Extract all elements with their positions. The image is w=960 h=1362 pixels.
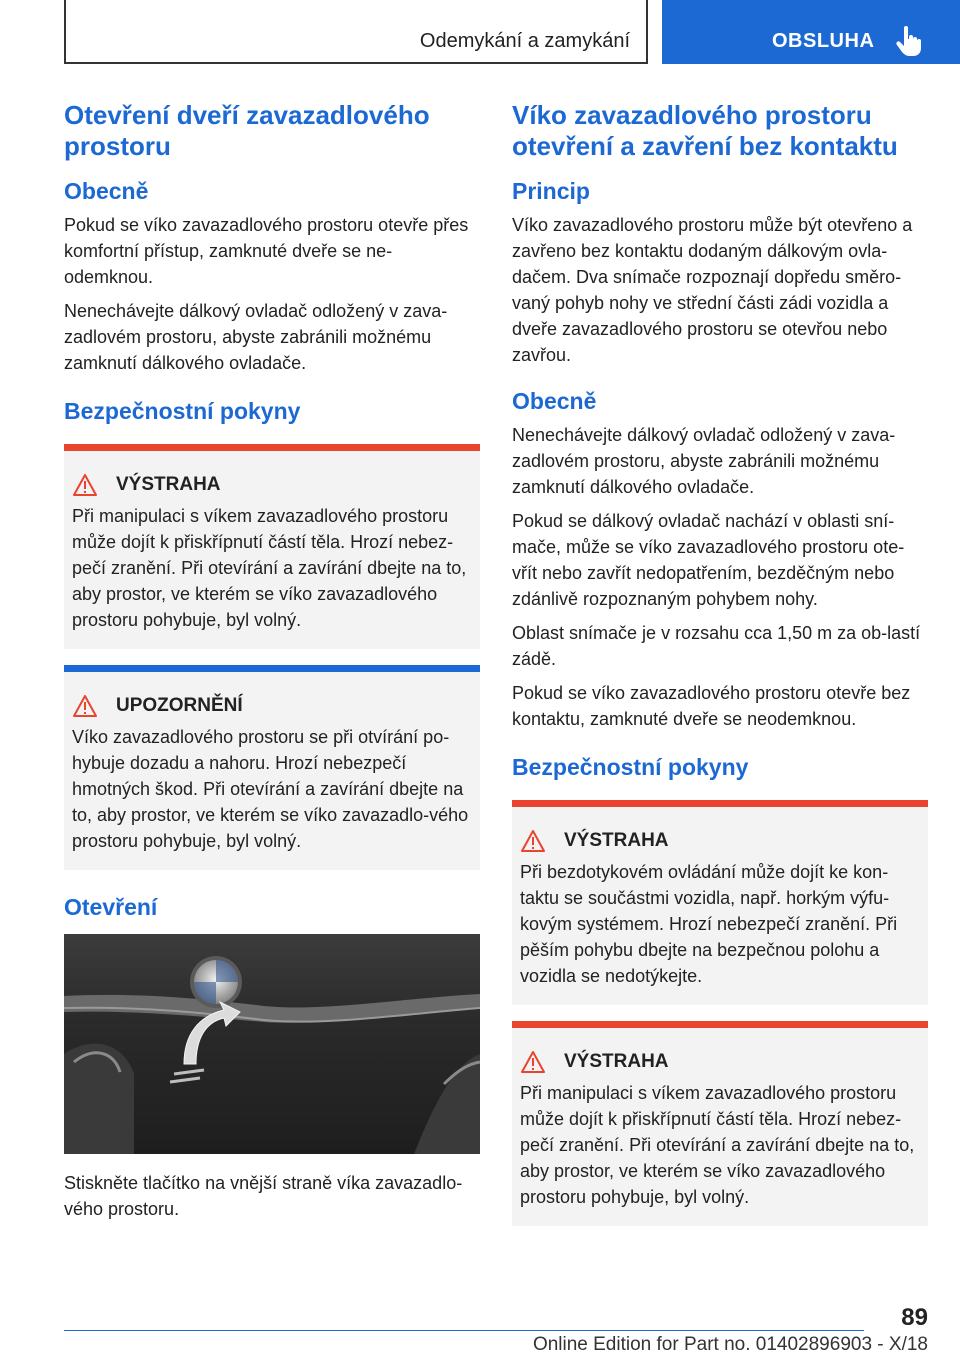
page-number: 89 bbox=[901, 1304, 928, 1331]
left-general-paragraph-1: Pokud se víko zavazadlového prostoru otevře přes komfortní přístup, zamknuté dveře se ne-odemknou. bbox=[64, 215, 469, 287]
left-main-heading: Otevření dveří zavazadlového prostoru bbox=[64, 100, 430, 161]
pointing-hand-icon bbox=[896, 26, 922, 56]
open-heading: Otevření bbox=[64, 894, 158, 920]
left-column bbox=[64, 100, 480, 1230]
warning-text: Při manipulaci s víkem zavazadlového prostoru může dojít k přiskřípnutí částí těla. Hrozí nebez-pečí zranění. Při otevírání a zavírání dbejte na to, aby prostor, ve kterém se víko zavazadlového prostoru pohybuje, byl volný. bbox=[72, 506, 467, 630]
right-general-heading: Obecně bbox=[512, 388, 597, 414]
right-column bbox=[512, 100, 928, 1242]
left-general-paragraph-2: Nenechávejte dálkový ovladač odložený v zava-zadlovém prostoru, abyste zabránili možnému zamknutí dálkového ovladače. bbox=[64, 301, 448, 373]
notice-text: Víko zavazadlového prostoru se při otvírání po-hybuje dozadu a nahoru. Hrozí nebezpečí hmotných škod. Při otevírání a zavírání dbejte na to, aby prostor, ve kterém se víko zavazadlo-vého prostoru pohybuje, byl volný. bbox=[72, 727, 469, 851]
section-tab-label: OBSLUHA bbox=[772, 30, 875, 52]
warning-1-text: Při bezdotykovém ovládání může dojít ke kon-taktu se součástmi vozidla, např. horkým výfu-kovým systémem. Hrozí nebezpečí zranění. Při pěším pohybu dbejte na bezpečnou polohu a vozidla se nedotýkejte. bbox=[520, 862, 898, 986]
warning-triangle-icon bbox=[520, 829, 546, 853]
warning-2-text: Při manipulaci s víkem zavazadlového prostoru může dojít k přiskřípnutí částí těla. Hrozí nebez-pečí zranění. Při otevírání a zavírání dbejte na to, aby prostor, ve kterém se víko zavazadlového prostoru pohybuje, byl volný. bbox=[520, 1083, 915, 1207]
right-general-paragraph-3: Oblast snímače je v rozsahu cca 1,50 m za ob-lastí zádě. bbox=[512, 623, 921, 669]
warning-triangle-icon bbox=[520, 1050, 546, 1074]
notice-title: UPOZORNĚNÍ bbox=[116, 695, 243, 716]
edition-note: Online Edition for Part no. 01402896903 - X/18 bbox=[532, 1334, 928, 1355]
right-general-paragraph-1: Nenechávejte dálkový ovladač odložený v zava-zadlovém prostoru, abyste zabránili možnému zamknutí dálkového ovladače. bbox=[512, 425, 896, 497]
notice-triangle-icon bbox=[72, 694, 98, 718]
warning-box-2 bbox=[512, 1021, 928, 1226]
header-frame bbox=[64, 0, 648, 64]
warning-box bbox=[64, 444, 480, 649]
warning-1-title: VÝSTRAHA bbox=[564, 830, 669, 851]
notice-box bbox=[64, 665, 480, 870]
warning-title: VÝSTRAHA bbox=[116, 474, 221, 495]
left-general-heading: Obecně bbox=[64, 178, 149, 204]
warning-triangle-icon bbox=[72, 473, 98, 497]
trunk-button-photo bbox=[64, 934, 480, 1154]
right-main-heading: Víko zavazadlového prostoru otevření a zavření bez kontaktu bbox=[512, 100, 898, 161]
warning-2-title: VÝSTRAHA bbox=[564, 1051, 669, 1072]
principle-heading: Princip bbox=[512, 178, 590, 204]
warning-box-1 bbox=[512, 800, 928, 1005]
section-tab bbox=[662, 0, 960, 64]
principle-text: Víko zavazadlového prostoru může být otevřeno a zavřeno bez kontaktu dodaným dálkovým ovla-dačem. Dva snímače rozpoznají dopředu směro-vaný pohyb nohy ve střední části zádi vozidla a dveře zavazadlového prostoru se otevřou nebo zavřou. bbox=[512, 215, 913, 365]
right-general-paragraph-4: Pokud se víko zavazadlového prostoru otevře bez kontaktu, zamknuté dveře se neodemknou. bbox=[512, 683, 911, 729]
footer-rule bbox=[64, 1330, 864, 1331]
section-title: Odemykání a zamykání bbox=[419, 30, 630, 52]
left-safety-heading: Bezpečnostní pokyny bbox=[64, 398, 301, 424]
right-safety-heading: Bezpečnostní pokyny bbox=[512, 754, 749, 780]
right-general-paragraph-2: Pokud se dálkový ovladač nachází v oblasti sní-mače, může se víko zavazadlového prostoru ote-vřít nebo zavřít nedopatřením, bezděčným nebo zdánlivě rozpoznaným pohybem nohy. bbox=[512, 511, 905, 609]
photo-caption: Stiskněte tlačítko na vnější straně víka zavazadlo-vého prostoru. bbox=[64, 1173, 463, 1219]
